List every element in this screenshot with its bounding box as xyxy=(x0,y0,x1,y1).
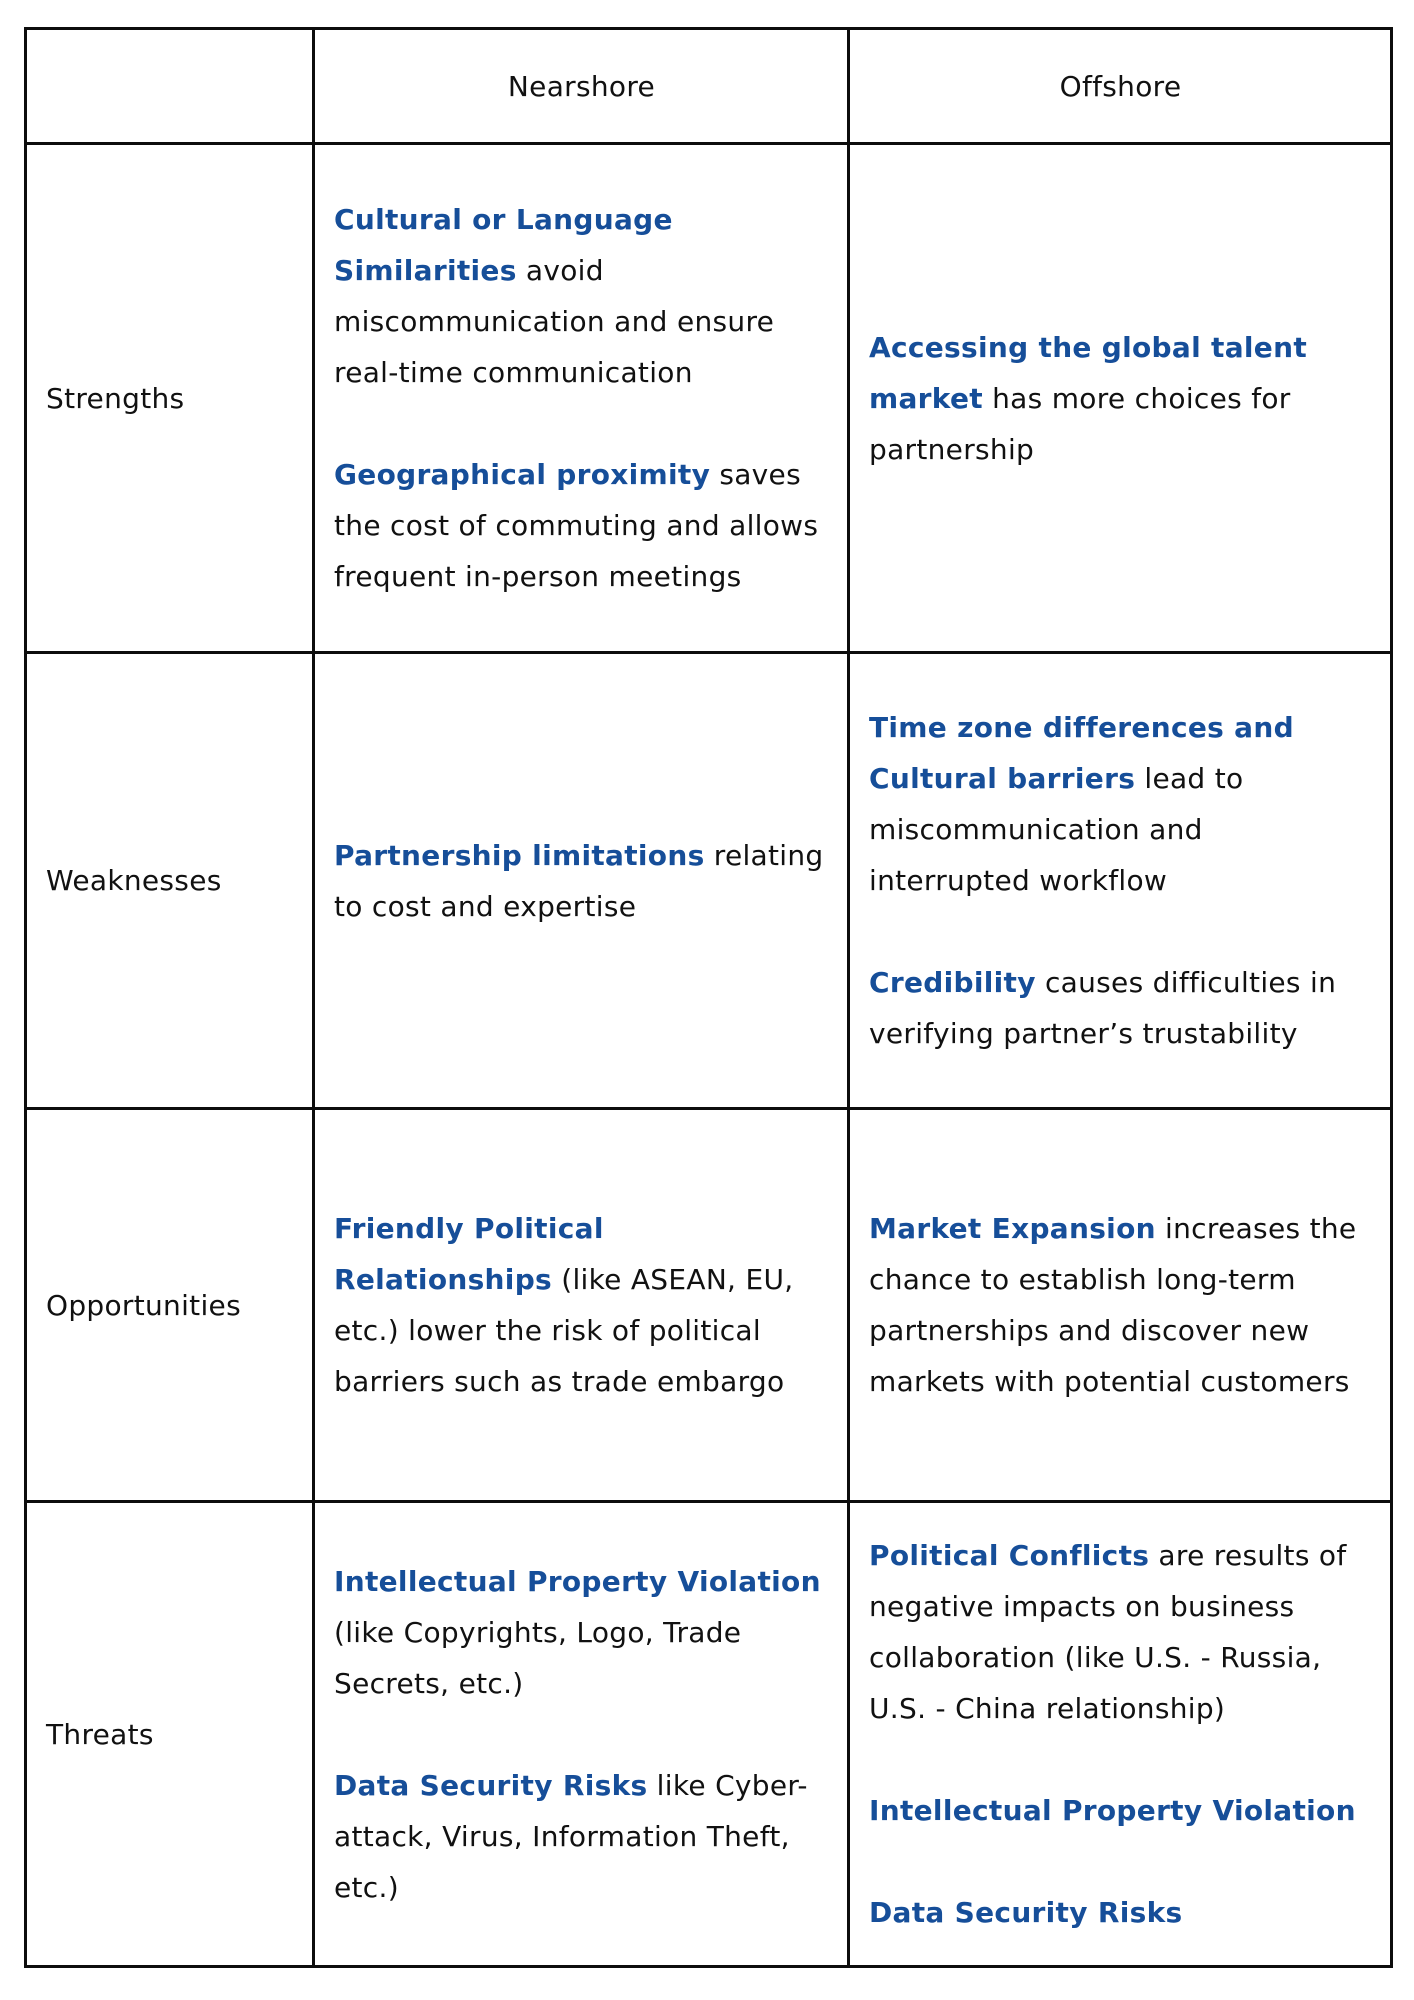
paragraph xyxy=(334,1760,829,1913)
row-label-strengths: Strengths xyxy=(26,144,314,653)
cell-strengths-nearshore xyxy=(314,144,849,653)
highlight-term: Time zone differences and Cultural barriers xyxy=(869,711,1294,795)
paragraph xyxy=(869,1530,1372,1734)
description-text: like Cyber-attack, Virus, Information Theft, etc.) xyxy=(334,1768,808,1904)
description-text: avoid miscommunication and ensure real-time communication xyxy=(334,254,775,389)
paragraph xyxy=(869,1203,1372,1407)
cell-weaknesses-nearshore xyxy=(314,653,849,1109)
highlight-term: Partnership limitations xyxy=(334,838,705,872)
header-corner-cell xyxy=(26,29,314,144)
paragraph xyxy=(869,1785,1372,1836)
highlight-term: Market Expansion xyxy=(869,1212,1156,1245)
highlight-term: Political Conflicts xyxy=(869,1539,1150,1572)
paragraph xyxy=(334,194,829,398)
description-text: relating to cost and expertise xyxy=(334,838,824,923)
paragraph xyxy=(334,1203,829,1407)
highlight-term: Intellectual Property Violation xyxy=(869,1794,1356,1827)
highlight-term: Geographical proximity xyxy=(334,458,711,491)
description-text: has more choices for partnership xyxy=(869,381,1291,466)
description-text: (like ASEAN, EU, etc.) lower the risk of political barriers such as trade embargo xyxy=(334,1263,794,1398)
description-text: are results of negative impacts on business collaboration (like U.S. - Russia, U.S. - China relationship) xyxy=(869,1539,1347,1725)
header-offshore: Offshore xyxy=(849,29,1392,144)
highlight-term: Credibility xyxy=(869,966,1036,999)
highlight-term: Data Security Risks xyxy=(334,1768,648,1802)
cell-strengths-offshore xyxy=(849,144,1392,653)
paragraph xyxy=(869,957,1372,1059)
swot-comparison-table xyxy=(24,27,1393,1968)
description-text: lead to miscommunication and interrupted workflow xyxy=(869,762,1244,897)
row-strengths xyxy=(26,144,1392,653)
highlight-term: Cultural or Language Similarities xyxy=(334,203,673,287)
highlight-term: Data Security Risks xyxy=(869,1896,1183,1929)
header-nearshore: Nearshore xyxy=(314,29,849,144)
row-threats xyxy=(26,1502,1392,1967)
highlight-term: Accessing the global talent market xyxy=(869,330,1308,415)
description-text: saves the cost of commuting and allows frequent in-person meetings xyxy=(334,458,819,593)
paragraph xyxy=(869,702,1372,906)
row-label-weaknesses: Weaknesses xyxy=(26,653,314,1109)
description-text: (like Copyrights, Logo, Trade Secrets, etc.) xyxy=(334,1615,742,1700)
row-opportunities xyxy=(26,1109,1392,1502)
cell-threats-offshore xyxy=(849,1502,1392,1967)
row-weaknesses xyxy=(26,653,1392,1109)
paragraph xyxy=(869,322,1372,475)
cell-threats-nearshore xyxy=(314,1502,849,1967)
paragraph xyxy=(869,1887,1372,1938)
row-label-opportunities: Opportunities xyxy=(26,1109,314,1502)
highlight-term: Friendly Political Relationships xyxy=(334,1212,604,1296)
paragraph xyxy=(334,449,829,602)
header-row xyxy=(26,29,1392,144)
description-text: causes difficulties in verifying partner’s trustability xyxy=(869,966,1337,1050)
row-label-threats: Threats xyxy=(26,1502,314,1967)
paragraph xyxy=(334,1556,829,1709)
paragraph xyxy=(334,830,829,932)
cell-weaknesses-offshore xyxy=(849,653,1392,1109)
cell-opportunities-offshore xyxy=(849,1109,1392,1502)
description-text: increases the chance to establish long-term partnerships and discover new markets with potential customers xyxy=(869,1212,1357,1398)
highlight-term: Intellectual Property Violation xyxy=(334,1564,821,1598)
cell-opportunities-nearshore xyxy=(314,1109,849,1502)
